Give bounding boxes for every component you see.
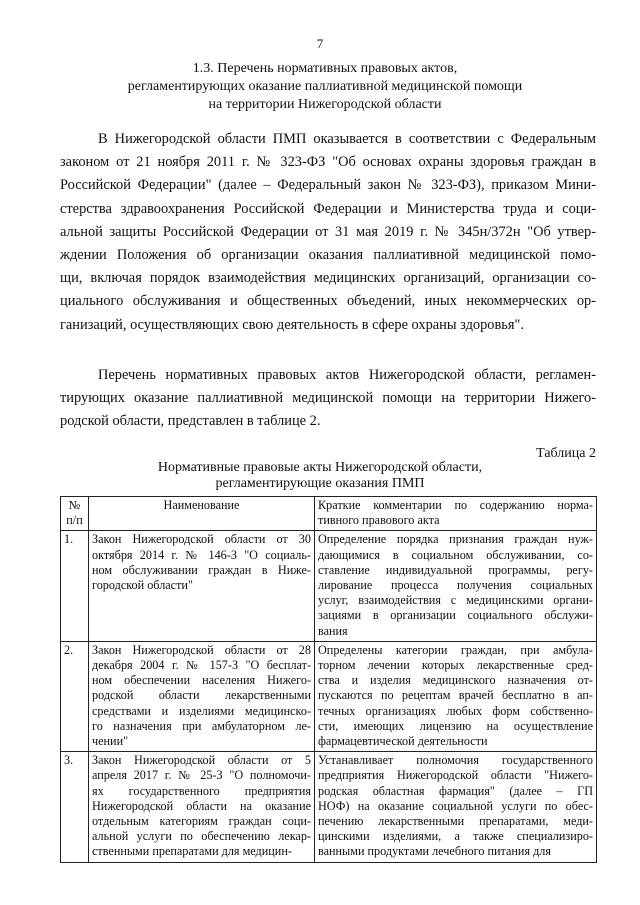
row-comment-line: Определены категории граждан, при амбула- bbox=[318, 642, 593, 657]
paragraph-line: альной защиты Российской Федерации от 31 мая 2019 г. № 345н/372н "Об утвер- bbox=[60, 223, 596, 240]
paragraph-line: тирующих оказание паллиативной медицинской помощи на территории Нижего- bbox=[60, 390, 596, 407]
paragraph-line: ждении Положения об организации оказания паллиативной медицинской помо- bbox=[60, 247, 596, 264]
row-comment-line: печению лекарственными препаратами, меди- bbox=[318, 814, 593, 829]
row-name bbox=[89, 752, 315, 862]
table-row bbox=[61, 752, 597, 862]
row-comment-line: НОФ) на оказание социальной услуги по обес- bbox=[318, 798, 593, 813]
paragraph-line: законом от 21 ноября 2011 г. № 323-ФЗ "Об основах охраны здоровья граждан в bbox=[60, 154, 596, 171]
section-title bbox=[60, 60, 590, 114]
header-comment bbox=[315, 497, 597, 531]
paragraph-line: циального обслуживания и общественных объедений, иных некоммерческих ор- bbox=[60, 293, 596, 310]
row-name bbox=[89, 641, 315, 751]
row-comment-line: ства и изделия медицинского назначения от- bbox=[318, 673, 593, 688]
header-name bbox=[89, 497, 315, 531]
row-name-line: ственными препаратами для медицин- bbox=[92, 844, 292, 859]
row-name-line: ном обеспечении населения Нижего- bbox=[92, 673, 311, 688]
row-name bbox=[89, 531, 315, 641]
row-comment-line: Устанавливает полномочия государственного bbox=[318, 753, 593, 768]
header-comment-line: тивного правового акта bbox=[318, 513, 440, 528]
row-comment-line: цинскими изделиями, а также специализиро- bbox=[318, 829, 593, 844]
row-name-line: ном обслуживании граждан в Ниже- bbox=[92, 562, 311, 577]
row-comment-line: течных организациях любых форм собственно- bbox=[318, 703, 593, 718]
row-name-line: городской области" bbox=[92, 578, 193, 593]
header-number-line: № bbox=[68, 498, 81, 512]
row-name-line: средствами и изделиями медицинско- bbox=[92, 703, 311, 718]
section-title-line: регламентирующих оказание паллиативной медицинской помощи bbox=[127, 79, 523, 94]
row-comment bbox=[315, 641, 597, 751]
table-caption-line: регламентирующие оказания ПМП bbox=[215, 476, 425, 491]
header-number bbox=[61, 497, 89, 531]
paragraph-legal-basis bbox=[60, 128, 596, 337]
paragraph-line: щи, включая порядок взаимодействия медицинских организаций, организации со- bbox=[60, 270, 596, 287]
row-name-line: Закон Нижегородской области от 30 bbox=[92, 532, 311, 547]
table-row bbox=[61, 641, 597, 751]
row-name-line: Нижегородской области на оказание bbox=[92, 798, 311, 813]
acts-table bbox=[60, 496, 597, 863]
row-number: 1. bbox=[61, 531, 89, 641]
row-name-line: ях государственного предприятия bbox=[92, 783, 311, 798]
row-comment-line: зациями в организации социального обслужи- bbox=[318, 608, 593, 623]
paragraph-table-reference bbox=[60, 364, 596, 434]
row-comment-line: торном лечении которых лекарственные сред- bbox=[318, 658, 593, 673]
row-name-line: чении" bbox=[92, 734, 129, 749]
row-name-line: Закон Нижегородской области от 5 bbox=[92, 753, 311, 768]
row-name-line: апреля 2017 г. № 25-З "О полномочи- bbox=[92, 768, 311, 783]
paragraph-line: В Нижегородской области ПМП оказывается в соответствии с Федеральным bbox=[98, 131, 596, 147]
row-comment-line: Определение порядка признания граждан нуж- bbox=[318, 532, 593, 547]
row-comment-line: вания bbox=[318, 623, 348, 638]
row-comment-line: фармацевтической деятельности bbox=[318, 734, 488, 749]
table-caption bbox=[70, 460, 570, 492]
row-comment-line: лирование процесса получения социальных bbox=[318, 578, 593, 593]
row-comment-line: сти, имеющих лицензию на осуществление bbox=[318, 718, 593, 733]
table-row bbox=[61, 531, 597, 641]
section-title-line: 1.3. Перечень нормативных правовых актов, bbox=[192, 61, 458, 76]
table-label: Таблица 2 bbox=[536, 446, 596, 461]
section-title-line: на территории Нижегородской области bbox=[208, 97, 442, 112]
paragraph-line: Перечень нормативных правовых актов Нижегородской области, регламен- bbox=[98, 367, 596, 383]
page-number: 7 bbox=[316, 36, 324, 51]
paragraph-line: ганизаций, осуществляющих свою деятельность в сфере охраны здоровья". bbox=[60, 316, 524, 333]
row-comment-line: дающимися в социальном обслуживании, со- bbox=[318, 547, 593, 562]
paragraph-line: родской области, представлен в таблице 2. bbox=[60, 413, 321, 430]
row-comment-line: предприятия Нижегородской области "Нижего- bbox=[318, 768, 593, 783]
paragraph-line: Российской Федерации" (далее – Федеральный закон № 323-ФЗ), приказом Мини- bbox=[60, 177, 596, 194]
row-comment-line: услуг, взаимодействия с медицинскими органи- bbox=[318, 593, 593, 608]
table-header-row bbox=[61, 497, 597, 531]
row-name-line: родской области лекарственными bbox=[92, 688, 311, 703]
row-comment bbox=[315, 752, 597, 862]
row-name-line: отдельным категориям граждан соци- bbox=[92, 814, 311, 829]
paragraph-line: стерства здравоохранения Российской Федерации и Министерства труда и соци- bbox=[60, 200, 596, 217]
row-name-line: альной услуги по обеспечению лекар- bbox=[92, 829, 311, 844]
row-name-line: декабря 2004 г. № 157-З "О бесплат- bbox=[92, 658, 311, 673]
row-number: 3. bbox=[61, 752, 89, 862]
row-comment-line: ставление индивидуальной программы, регу- bbox=[318, 562, 593, 577]
row-comment-line: ванными продуктами лечебного питания для bbox=[318, 844, 551, 859]
header-comment-line: Краткие комментарии по содержанию норма- bbox=[318, 498, 593, 512]
header-name-text: Наименование bbox=[163, 498, 240, 512]
row-name-line: го назначения при амбулаторном ле- bbox=[92, 718, 311, 733]
row-name-line: октября 2014 г. № 146-З "О социаль- bbox=[92, 547, 311, 562]
row-comment bbox=[315, 531, 597, 641]
row-comment-line: пускаются по рецептам врачей бесплатно в ап- bbox=[318, 688, 593, 703]
row-comment-line: родская областная фармация" (далее – ГП bbox=[318, 783, 593, 798]
header-number-line: п/п bbox=[66, 513, 83, 528]
row-number: 2. bbox=[61, 641, 89, 751]
row-name-line: Закон Нижегородской области от 28 bbox=[92, 642, 311, 657]
table-caption-line: Нормативные правовые акты Нижегородской области, bbox=[157, 460, 483, 475]
